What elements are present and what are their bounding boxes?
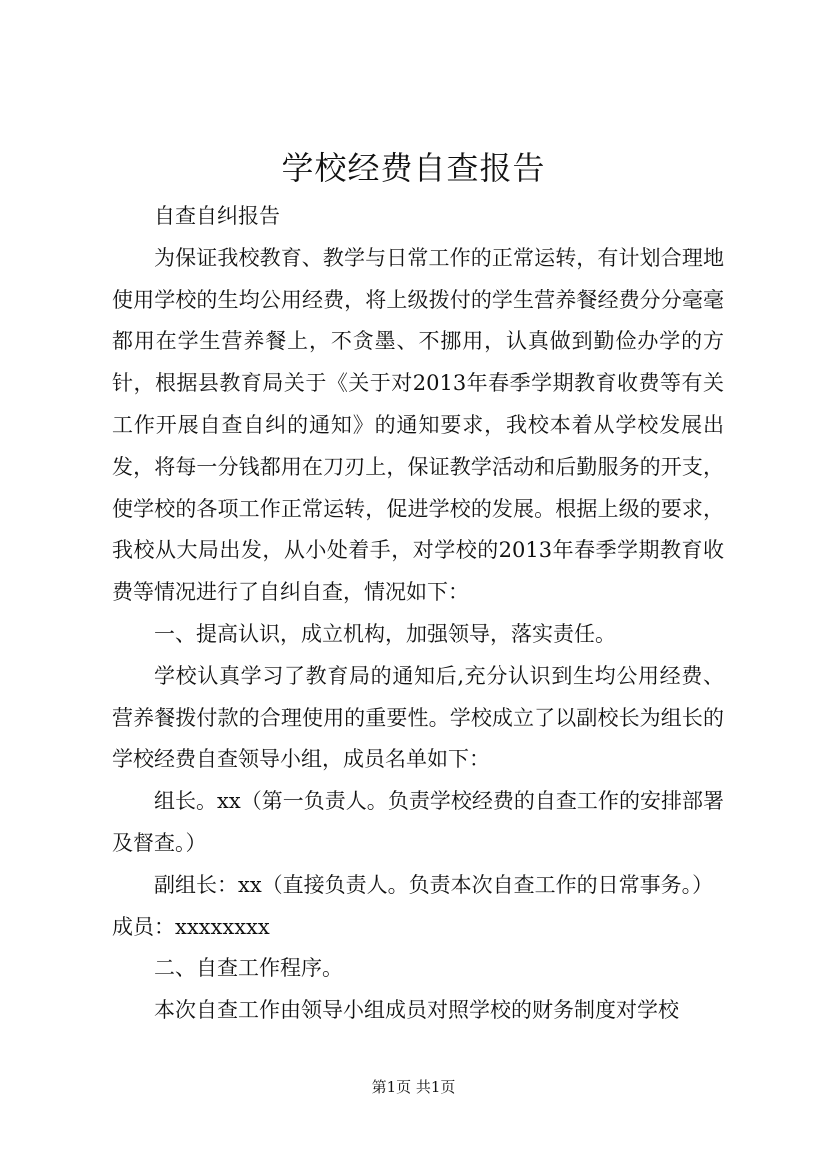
- section-heading-1: 一、提高认识，成立机构，加强领导，落实责任。: [154, 621, 616, 646]
- paragraph-introduction: 为保证我校教育、教学与日常工作的正常运转，有计划合理地使用学校的生均公用经费，将上级拨付的学生营养餐经费分分毫毫都用在学生营养餐上，不贪墨、不挪用，认真做到勤俭办学的方针，根据县教育局关于《关于对2013年春季学期教育收费等有关工作开展自查自纠的通知》的通知要求，我校本着从学校发展出发，将每一分钱都用在刀刃上，保证教学活动和后勤服务的开支，使学校的各项工作正常运转，促进学校的发展。根据上级的要求，我校从大局出发，从小处着手，对学校的2013年春季学期教育收费等情况进行了自纠自查，情况如下：: [112, 245, 724, 605]
- paragraph-members: 成员：xxxxxxxx: [112, 914, 270, 939]
- paragraph-procedure: 本次自查工作由领导小组成员对照学校的财务制度对学校: [154, 998, 679, 1023]
- page-footer: 第1页 共1页: [371, 1078, 456, 1096]
- document-body: [112, 196, 724, 1032]
- paragraph-leader: 组长。xx（第一负责人。负责学校经费的自查工作的安排部署及督查。）: [112, 789, 724, 855]
- paragraph-subtitle: 自查自纠报告: [154, 204, 280, 228]
- section-heading-2: 二、自查工作程序。: [154, 956, 343, 981]
- paragraph-organization: 学校认真学习了教育局的通知后,充分认识到生均公用经费、营养餐拨付款的合理使用的重要性。学校成立了以副校长为组长的学校经费自查领导小组，成员名单如下：: [112, 663, 724, 772]
- document-title: 学校经费自查报告: [281, 149, 546, 187]
- paragraph-deputy-leader: 副组长：xx（直接负责人。负责本次自查工作的日常事务。）: [154, 872, 714, 897]
